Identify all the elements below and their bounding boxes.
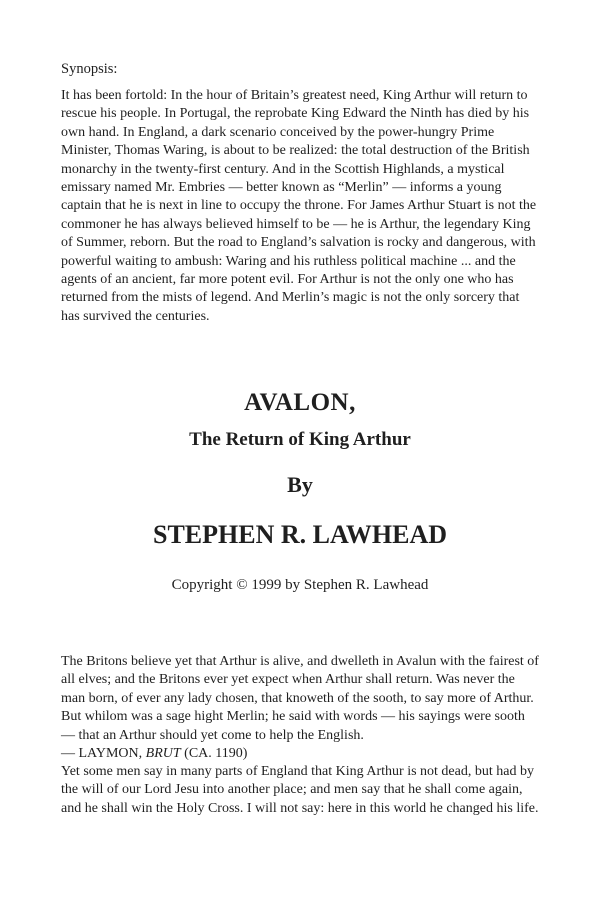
copyright-line: Copyright © 1999 by Stephen R. Lawhead xyxy=(171,577,429,593)
byline-label: By xyxy=(287,472,313,497)
book-title: AVALON, xyxy=(244,389,356,416)
epigraph-1-attribution-prefix: — LAYMON, xyxy=(61,746,146,762)
book-subtitle: The Return of King Arthur xyxy=(189,429,411,450)
epigraph-block-2: Yet some men say in many parts of England that King Arthur is not dead, but had by the will of our Lord Jesu into another place; and men say that he shall come again, and he shall win the Holy Cross. I will not say: here in this world he changed his life. xyxy=(61,764,539,816)
epigraph-1-text: The Britons believe yet that Arthur is alive, and dwelleth in Avalun with the fairest of all elves; and the Britons ever yet expect when Arthur shall return. Was never the man born, of ever any lady chosen, that knoweth of the sooth, to say more of Arthur. But whilom was a sage hight Merlin; he said with words — his sayings were sooth — that an Arthur should yet come to help the English. xyxy=(61,654,539,743)
author-name: STEPHEN R. LAWHEAD xyxy=(153,520,447,549)
synopsis-heading: Synopsis: xyxy=(61,61,118,77)
synopsis-paragraph: It has been fortold: In the hour of Britain’s greatest need, King Arthur will return to rescue his people. In Portugal, the reprobate King Edward the Ninth has died by his own hand. In England, a dark scenario conceived by the power-hungry Prime Minister, Thomas Waring, is about to be realized: the total destruction of the British monarchy in the twenty-first century. And in the Scottish Highlands, a mystical emissary named Mr. Embries — better known as “Merlin” — informs a young captain that he is next in line to occupy the throne. For James Arthur Stuart is not the commoner he has always believed himself to be — he is Arthur, the legendary King of Summer, reborn. But the road to England’s salvation is rocky and dangerous, with powerful waiting to ambush: Waring and his ruthless political machine ... and the agents of an ancient, far more potent evil. For Arthur is not the only one who has returned from the mists of legend. And Merlin’s magic is not the only sorcery that has survived the centuries. xyxy=(61,88,537,324)
epigraph-1-attribution-suffix: (CA. 1190) xyxy=(180,746,248,762)
epigraph-1-attribution-work: BRUT xyxy=(145,746,181,762)
epigraph-1-attribution xyxy=(61,745,540,763)
epigraph-block-1 xyxy=(61,653,540,763)
